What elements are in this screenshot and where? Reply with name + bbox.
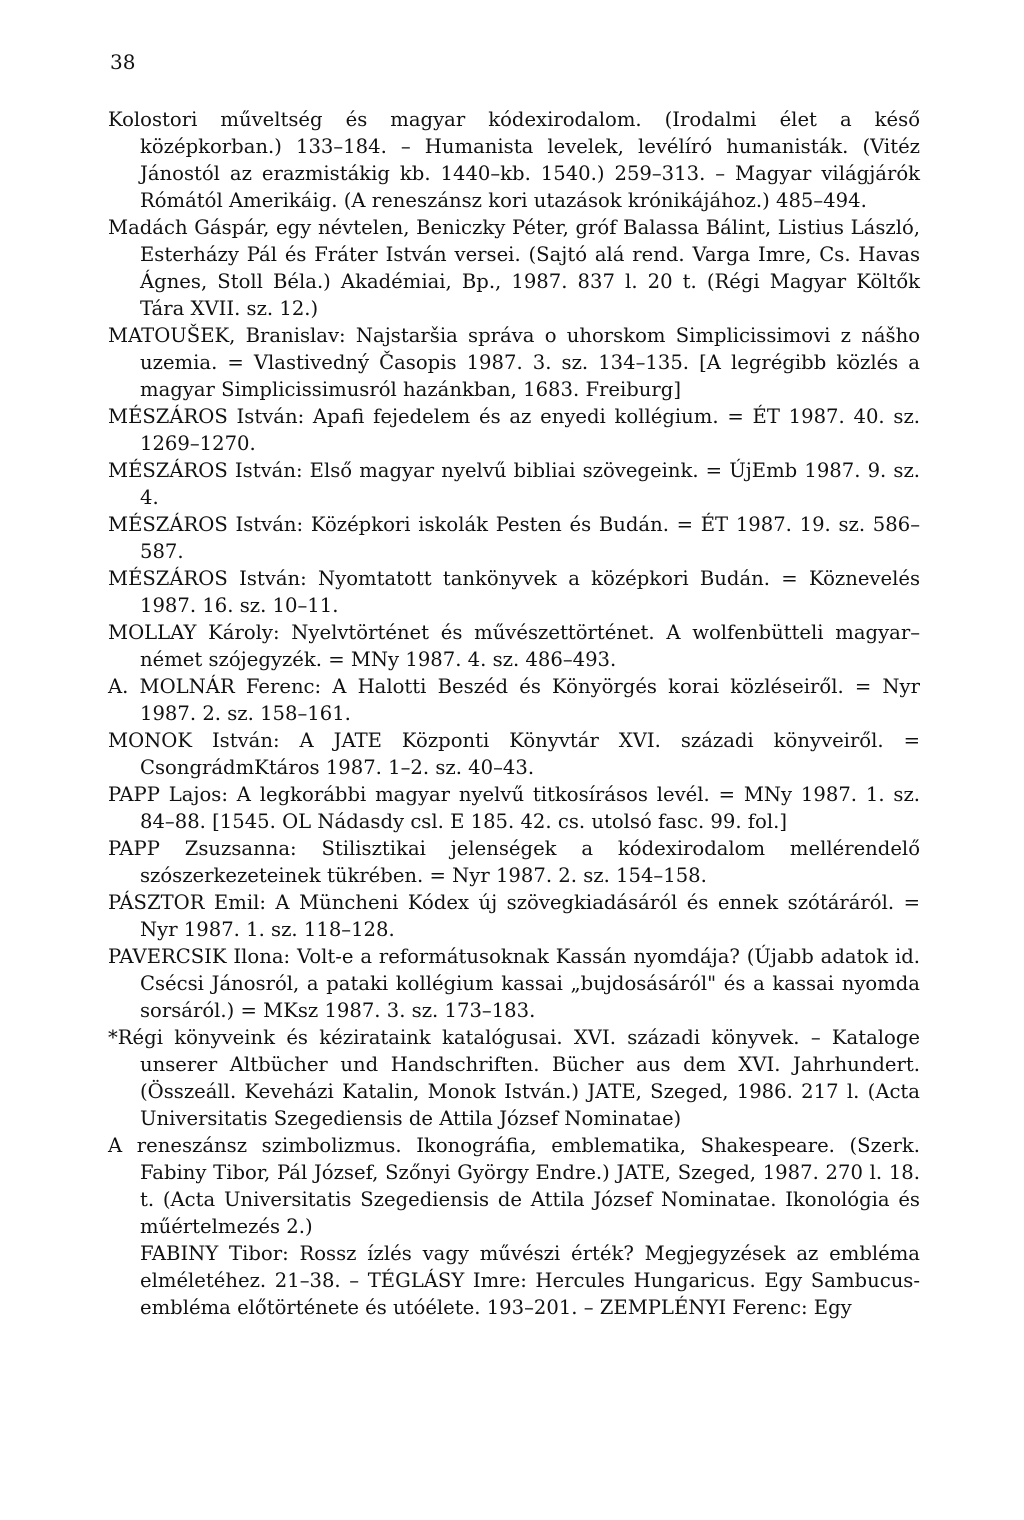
bibliography-entry: MÉSZÁROS István: Nyomtatott tankönyvek a középkori Budán. = Köznevelés 1987. 16. sz. 10–11.	[108, 567, 920, 617]
bibliography-entry: Madách Gáspár, egy névtelen, Beniczky Péter, gróf Balassa Bálint, Listius László, Esterházy Pál és Fráter István versei. (Sajtó alá rend. Varga Imre, Cs. Havas Ágnes, Stoll Béla.) Akadémiai, Bp., 1987. 837 l. 20 t. (Régi Magyar Költők Tára XVII. sz. 12.)	[108, 216, 920, 320]
bibliography-entry: A reneszánsz szimbolizmus. Ikonográfia, emblematika, Shakespeare. (Szerk. Fabiny Tibor, Pál József, Szőnyi György Endre.) JATE, Szeged, 1987. 270 l. 18. t. (Acta Universitatis Szegediensis de Attila József Nominatae. Ikonológia és műértelmezés 2.)	[108, 1134, 920, 1238]
bibliography-entry: MATOUŠEK, Branislav: Najstaršia správa o uhorskom Simplicissimovi z nášho uzemia. = Vlastivedný Časopis 1987. 3. sz. 134–135. [A legrégibb közlés a magyar Simplicissimusról hazánkban, 1683. Freiburg]	[108, 324, 920, 401]
bibliography-entry: MÉSZÁROS István: Középkori iskolák Pesten és Budán. = ÉT 1987. 19. sz. 586–587.	[108, 513, 920, 563]
bibliography-entry: MONOK István: A JATE Központi Könyvtár XVI. századi könyveiről. = CsongrádmKtáros 1987. 1–2. sz. 40–43.	[108, 729, 920, 779]
bibliography-entry: *Régi könyveink és kézirataink katalógusai. XVI. századi könyvek. – Kataloge unserer Altbücher und Handschriften. Bücher aus dem XVI. Jahrhundert. (Összeáll. Keveházi Katalin, Monok István.) JATE, Szeged, 1986. 217 l. (Acta Universitatis Szegediensis de Attila József Nominatae)	[108, 1026, 920, 1130]
bibliography-subentry: FABINY Tibor: Rossz ízlés vagy művészi érték? Megjegyzések az embléma elméletéhez. 21–38. – TÉGLÁSY Imre: Hercules Hungaricus. Egy Sambucus-embléma előtörténete és utóélete. 193–201. – ZEMPLÉNYI Ferenc: Egy	[140, 1242, 920, 1319]
bibliography-entry: MÉSZÁROS István: Apafi fejedelem és az enyedi kollégium. = ÉT 1987. 40. sz. 1269–1270.	[108, 405, 920, 455]
bibliography-entry: Kolostori műveltség és magyar kódexirodalom. (Irodalmi élet a késő középkorban.) 133–184. – Humanista levelek, levélíró humanisták. (Vitéz Jánostól az erazmistákig kb. 1440–kb. 1540.) 259–313. – Magyar világjárók Rómától Amerikáig. (A reneszánsz kori utazások krónikájához.) 485–494.	[108, 108, 920, 212]
bibliography-list	[108, 106, 920, 1321]
bibliography-entry: PAPP Lajos: A legkorábbi magyar nyelvű titkosírásos levél. = MNy 1987. 1. sz. 84–88. [1545. OL Nádasdy csl. E 185. 42. cs. utolsó fasc. 99. fol.]	[108, 783, 920, 833]
bibliography-entry: MÉSZÁROS István: Első magyar nyelvű bibliai szövegeink. = ÚjEmb 1987. 9. sz. 4.	[108, 459, 920, 509]
page-number: 38	[110, 50, 136, 74]
bibliography-entry: PAPP Zsuzsanna: Stilisztikai jelenségek a kódexirodalom mellérendelő szószerkezeteinek tükrében. = Nyr 1987. 2. sz. 154–158.	[108, 837, 920, 887]
bibliography-entry: MOLLAY Károly: Nyelvtörténet és művészettörténet. A wolfenbütteli magyar–német szójegyzék. = MNy 1987. 4. sz. 486–493.	[108, 621, 920, 671]
bibliography-entry: A. MOLNÁR Ferenc: A Halotti Beszéd és Könyörgés korai közléseiről. = Nyr 1987. 2. sz. 158–161.	[108, 675, 920, 725]
bibliography-entry: PAVERCSIK Ilona: Volt-e a reformátusoknak Kassán nyomdája? (Újabb adatok id. Csécsi Jánosról, a pataki kollégium kassai „bujdosásáról" és a kassai nyomda sorsáról.) = MKsz 1987. 3. sz. 173–183.	[108, 945, 920, 1022]
bibliography-entry: PÁSZTOR Emil: A Müncheni Kódex új szövegkiadásáról és ennek szótáráról. = Nyr 1987. 1. sz. 118–128.	[108, 891, 920, 941]
